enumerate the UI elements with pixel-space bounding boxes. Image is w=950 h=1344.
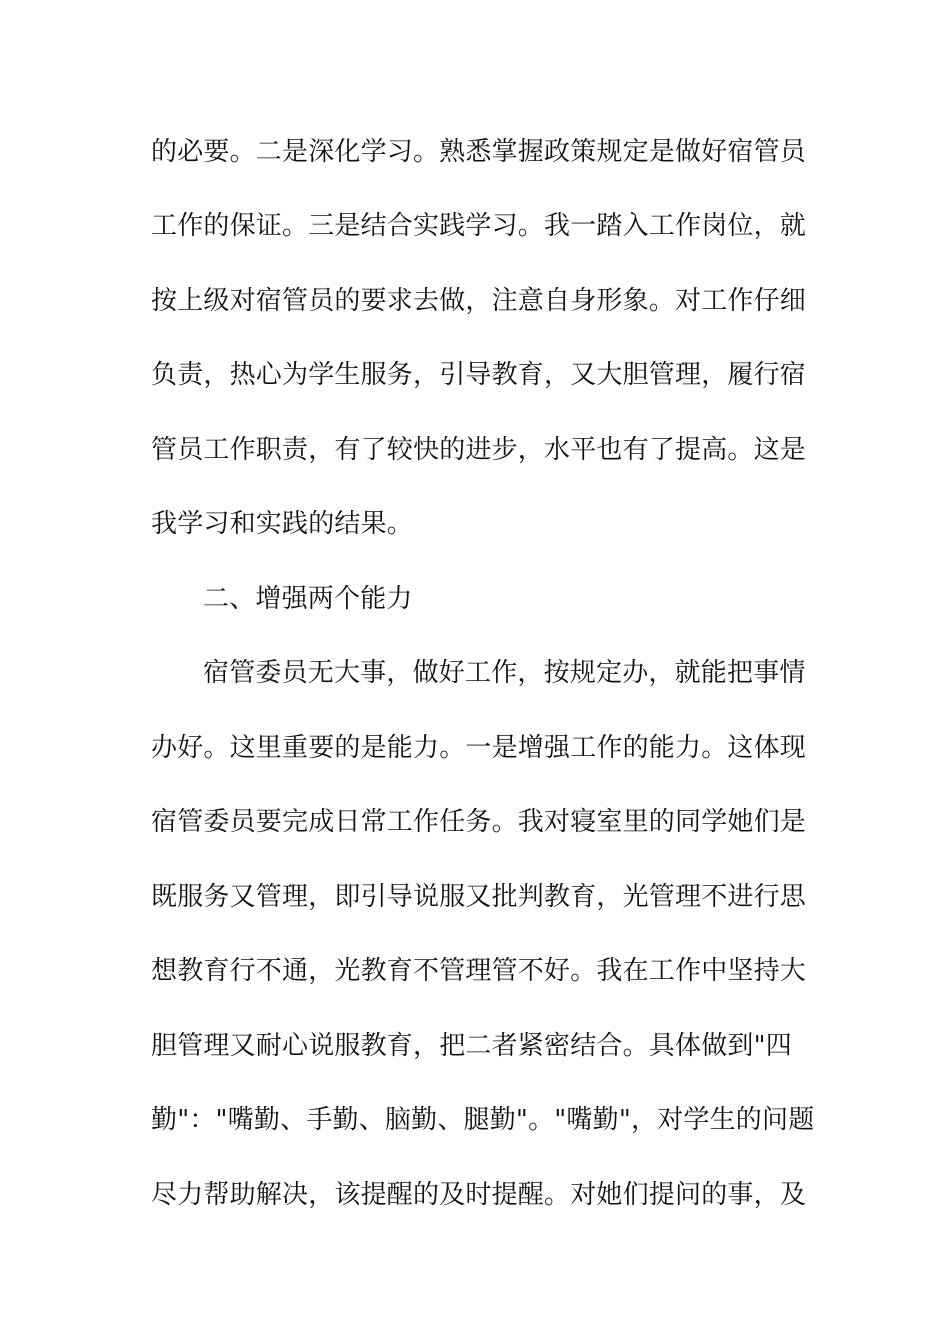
paragraph-line: 办好。这里重要的是能力。一是增强工作的能力。这体现 [151,733,807,763]
paragraph-line: 工作的保证。三是结合实践学习。我一踏入工作岗位，就 [151,211,807,241]
paragraph-line: 按上级对宿管员的要求去做，注意自身形象。对工作仔细 [151,286,807,316]
paragraph-line: 想教育行不通，光教育不管理管不好。我在工作中坚持大 [151,956,807,986]
paragraph-line: 的必要。二是深化学习。熟悉掌握政策规定是做好宿管员 [151,137,807,167]
paragraph-line: 宿管委员要完成日常工作任务。我对寝室里的同学她们是 [151,807,807,837]
paragraph-line: 勤"："嘴勤、手勤、脑勤、腿勤"。"嘴勤"，对学生的问题 [151,1105,815,1135]
paragraph-line: 我学习和实践的结果。 [151,509,414,539]
paragraph-line: 管员工作职责，有了较快的进步，水平也有了提高。这是 [151,435,807,465]
paragraph-line: 胆管理又耐心说服教育，把二者紧密结合。具体做到"四 [151,1031,792,1061]
paragraph-line: 既服务又管理，即引导说服又批判教育，光管理不进行思 [151,882,807,912]
paragraph-line: 宿管委员无大事，做好工作，按规定办，就能把事情 [203,658,806,688]
section-heading: 二、增强两个能力 [203,584,413,614]
paragraph-line: 尽力帮助解决，该提醒的及时提醒。对她们提问的事，及 [151,1180,807,1210]
paragraph-line: 负责，热心为学生服务，引导教育，又大胆管理，履行宿 [151,360,807,390]
